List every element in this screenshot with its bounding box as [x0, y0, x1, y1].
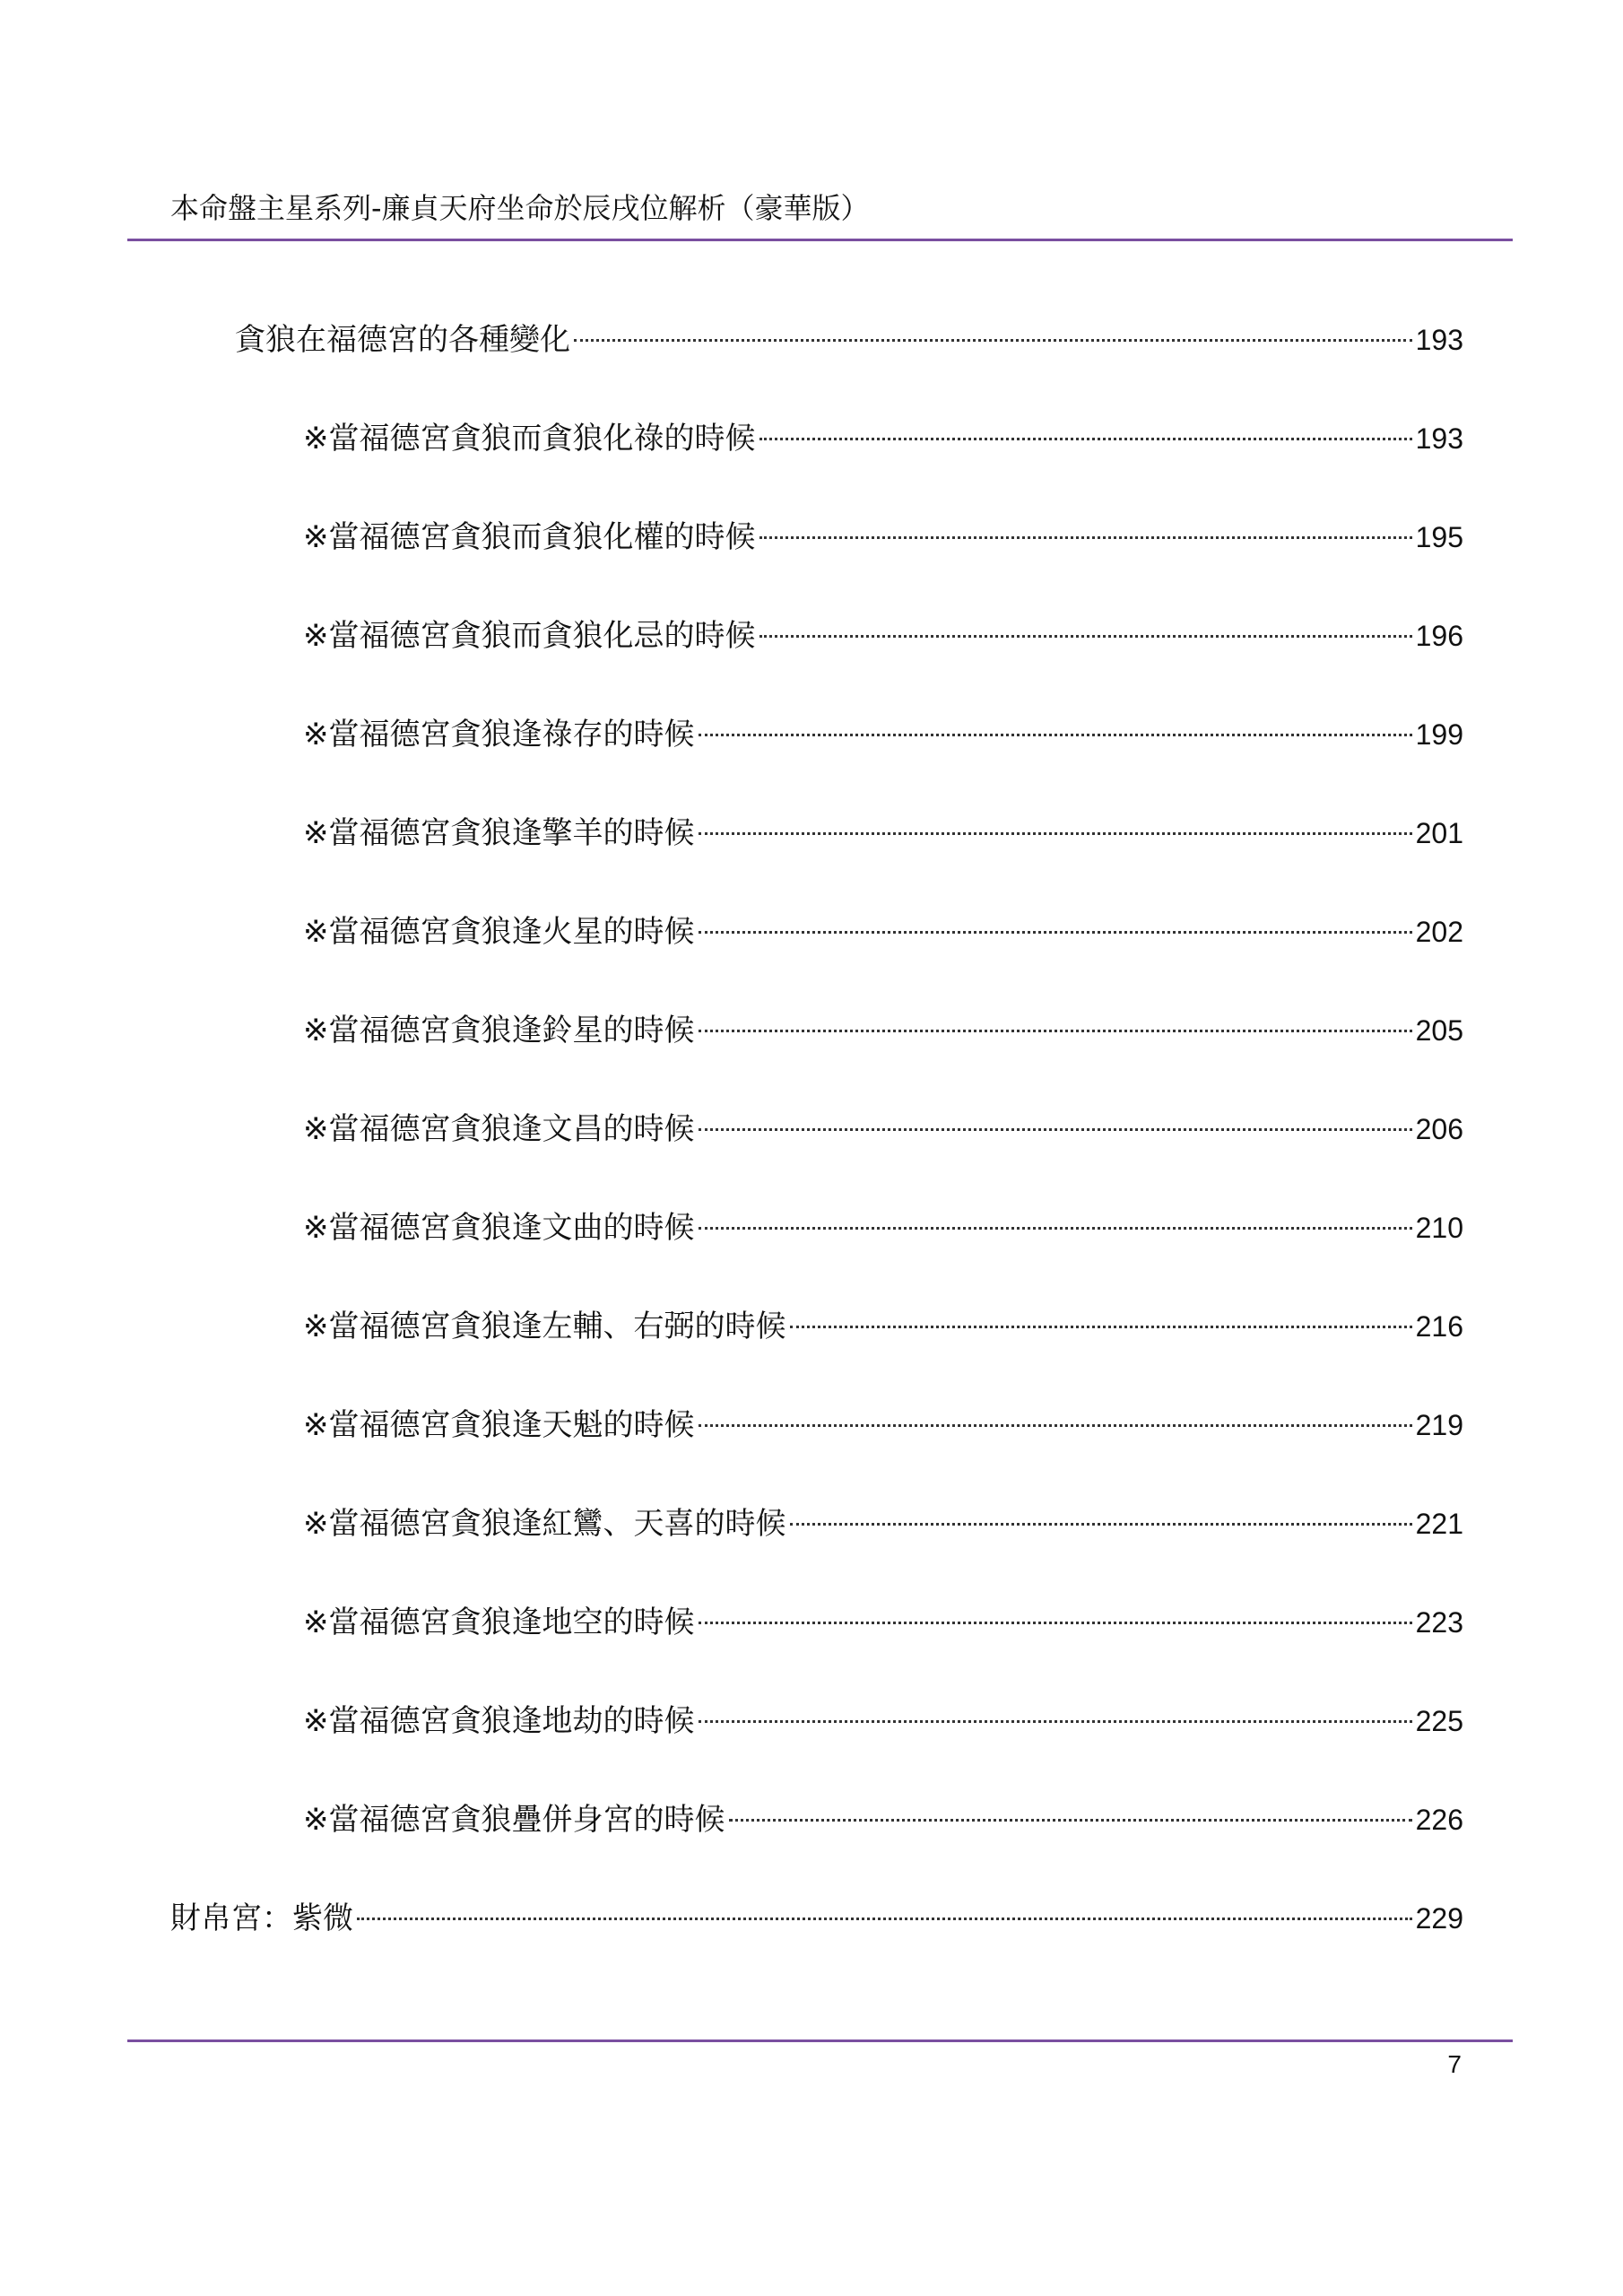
toc-entry-title: ※當福德宮貪狼逢地劫的時候 [303, 1703, 695, 1739]
toc-entry[interactable] [303, 1405, 1463, 1446]
dot-leader [699, 1720, 1412, 1723]
toc-entry-page: 229 [1415, 1902, 1463, 1935]
toc-entry-page: 206 [1415, 1113, 1463, 1145]
toc-entry-title: ※當福德宮貪狼逢擎羊的時候 [303, 815, 695, 851]
toc-entry-title: 財帛宮：紫微 [170, 1900, 353, 1936]
toc-entry-title: 貪狼在福德宮的各種變化 [235, 322, 570, 358]
toc-entry-page: 216 [1415, 1310, 1463, 1343]
toc-entry-title: ※當福德宮貪狼逢左輔、右弼的時候 [303, 1309, 786, 1344]
toc-entry-page: 225 [1415, 1705, 1463, 1737]
dot-leader [357, 1918, 1412, 1920]
toc-entry-page: 199 [1415, 718, 1463, 751]
toc-entry-title: ※當福德宮貪狼而貪狼化祿的時候 [303, 421, 756, 457]
toc-entry-page: 219 [1415, 1409, 1463, 1441]
dot-leader [759, 536, 1412, 539]
toc-entry[interactable] [303, 1602, 1463, 1643]
toc-entry[interactable] [303, 1109, 1463, 1150]
toc-entry[interactable] [170, 1898, 1463, 1939]
dot-leader [699, 1424, 1412, 1427]
dot-leader [574, 339, 1412, 342]
dot-leader [699, 832, 1412, 835]
toc-entry-title: ※當福德宮貪狼而貪狼化權的時候 [303, 519, 756, 555]
toc-entry-title: ※當福德宮貪狼疊併身宮的時候 [303, 1802, 725, 1838]
toc-entry[interactable] [235, 319, 1463, 361]
toc-entry-title: ※當福德宮貪狼逢文曲的時候 [303, 1210, 695, 1246]
toc-entry-title: ※當福德宮貪狼逢地空的時候 [303, 1605, 695, 1640]
dot-leader [729, 1819, 1412, 1822]
toc-entry[interactable] [303, 1306, 1463, 1347]
toc-entry[interactable] [303, 418, 1463, 459]
toc-entry-page: 223 [1415, 1606, 1463, 1639]
toc-entry[interactable] [303, 1503, 1463, 1544]
dot-leader [699, 1030, 1412, 1032]
toc-entry-page: 210 [1415, 1212, 1463, 1244]
toc-entry[interactable] [303, 911, 1463, 952]
toc-entry-page: 193 [1415, 422, 1463, 455]
dot-leader [699, 1622, 1412, 1624]
toc-entry-title: ※當福德宮貪狼逢紅鸞、天喜的時候 [303, 1506, 786, 1542]
toc-entry-page: 196 [1415, 620, 1463, 652]
toc-entry-title: ※當福德宮貪狼逢鈴星的時候 [303, 1013, 695, 1048]
toc-entry-page: 195 [1415, 521, 1463, 553]
toc-entry-title: ※當福德宮貪狼逢火星的時候 [303, 914, 695, 950]
toc-entry-page: 226 [1415, 1804, 1463, 1836]
dot-leader [790, 1523, 1412, 1526]
toc-entry[interactable] [303, 1799, 1463, 1840]
toc-entry[interactable] [303, 1010, 1463, 1051]
toc-entry-title: ※當福德宮貪狼逢祿存的時候 [303, 717, 695, 752]
toc-entry[interactable] [303, 714, 1463, 755]
toc-entry-title: ※當福德宮貪狼而貪狼化忌的時候 [303, 618, 756, 654]
toc-entry-page: 205 [1415, 1014, 1463, 1047]
toc-entry[interactable] [303, 1700, 1463, 1742]
dot-leader [699, 734, 1412, 736]
toc-entry[interactable] [303, 1207, 1463, 1248]
dot-leader [699, 1128, 1412, 1131]
toc-entry-page: 201 [1415, 817, 1463, 849]
toc-entry-title: ※當福德宮貪狼逢天魁的時候 [303, 1407, 695, 1443]
toc-entry-title: ※當福德宮貪狼逢文昌的時候 [303, 1111, 695, 1147]
toc-entry-page: 193 [1415, 324, 1463, 356]
footer-rule [127, 2039, 1513, 2042]
running-header: 本命盤主星系列-廉貞天府坐命於辰戌位解析（豪華版） [170, 191, 870, 225]
dot-leader [790, 1326, 1412, 1328]
dot-leader [759, 635, 1412, 638]
toc-entry[interactable] [303, 517, 1463, 558]
toc-entry-page: 202 [1415, 916, 1463, 948]
toc-entry[interactable] [303, 615, 1463, 657]
toc-entry-page: 221 [1415, 1508, 1463, 1540]
dot-leader [699, 1227, 1412, 1230]
toc-entry[interactable] [303, 813, 1463, 854]
dot-leader [699, 931, 1412, 934]
page-number: 7 [1447, 2050, 1462, 2078]
dot-leader [759, 438, 1412, 440]
